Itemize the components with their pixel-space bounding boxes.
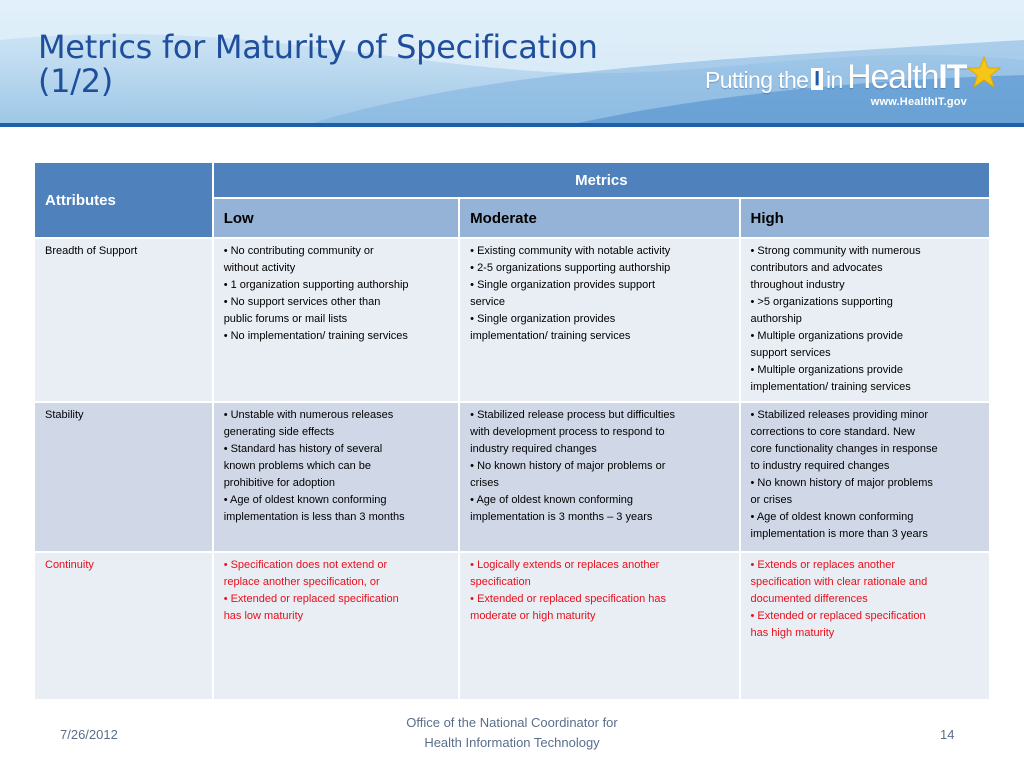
cell-breadth-low [214,239,458,401]
cell-continuity-moderate [460,553,738,699]
logo-text-in: in [825,67,843,93]
column-header-high: High [741,199,989,237]
cell-line: • Unstable with numerous releases [223,409,394,421]
row-label-breadth-of-support: Breadth of Support [35,239,212,401]
logo-text-i: I [811,68,823,90]
cell-line: replace another specification, or [223,576,380,588]
banner-bottom-line [0,123,1024,127]
cell-line: • Single organization provides [470,313,616,325]
cell-line: prohibitive for adoption [223,477,335,489]
logo-text-putting: Putting the [705,67,809,93]
cell-line: • Stabilized release process but difficulties [470,409,675,421]
cell-line: • Multiple organizations provide [750,364,903,376]
cell-line: • 2-5 organizations supporting authorship [470,262,671,274]
cell-line: has high maturity [750,627,835,639]
metrics-table [33,161,991,701]
cell-line: • No implementation/ training services [223,330,408,342]
cell-line: • Multiple organizations provide [750,330,903,342]
table-row-continuity [35,553,989,699]
cell-line: • No known history of major problems [750,477,933,489]
cell-line: • Extends or replaces another [750,559,896,571]
cell-line: specification [470,576,531,588]
cell-line: with development process to respond to [470,426,665,438]
cell-line: • Standard has history of several [223,443,383,455]
slide-title-line1: Metrics for Maturity of Specification [38,28,598,66]
cell-line: authorship [750,313,802,325]
cell-line: known problems which can be [223,460,372,472]
healthit-logo [705,52,1005,122]
cell-line: • Extended or replaced specification [223,593,399,605]
logo-text-health: Health [847,58,939,96]
column-header-low: Low [214,199,458,237]
footer-office-line1: Office of the National Coordinator for [406,715,618,730]
cell-line: core functionality changes in response [750,443,938,455]
cell-line: • No known history of major problems or [470,460,666,472]
cell-stability-moderate [460,403,738,551]
cell-line: • >5 organizations supporting [750,296,893,308]
cell-line: implementation/ training services [470,330,631,342]
table-row-stability [35,403,989,551]
cell-line: • Specification does not extend or [223,559,388,571]
cell-line: service [470,296,505,308]
cell-line: moderate or high maturity [470,610,596,622]
cell-continuity-high [741,553,989,699]
cell-line: crises [470,477,499,489]
cell-line: specification with clear rationale and [750,576,928,588]
cell-stability-low [214,403,458,551]
footer-office-line2: Health Information Technology [424,735,600,750]
table-header-row [35,163,989,197]
cell-line: support services [750,347,831,359]
cell-line: • No support services other than [223,296,381,308]
metrics-header: Metrics [214,163,989,197]
footer-office [362,713,662,753]
row-label-stability: Stability [35,403,212,551]
cell-line: • Existing community with notable activity [470,245,671,257]
cell-line: implementation is 3 months – 3 years [470,511,653,523]
cell-line: public forums or mail lists [223,313,348,325]
cell-line: • No contributing community or [223,245,374,257]
cell-line: • Age of oldest known conforming [470,494,633,506]
cell-line: • Extended or replaced specification has [470,593,667,605]
table-row-breadth-of-support [35,239,989,401]
footer-page-number: 14 [940,727,955,742]
cell-line: has low maturity [223,610,304,622]
slide-title [38,30,658,98]
cell-line: • 1 organization supporting authorship [223,279,409,291]
cell-stability-high [741,403,989,551]
cell-line: generating side effects [223,426,335,438]
footer-date: 7/26/2012 [60,727,118,742]
cell-breadth-high [741,239,989,401]
cell-line: industry required changes [470,443,597,455]
cell-line: implementation/ training services [750,381,911,393]
cell-continuity-low [214,553,458,699]
cell-line: without activity [223,262,296,274]
cell-line: • Extended or replaced specification [750,610,926,622]
cell-line: implementation is less than 3 months [223,511,405,523]
cell-line: documented differences [750,593,868,605]
cell-line: • Stabilized releases providing minor [750,409,929,421]
cell-breadth-moderate [460,239,738,401]
cell-line: throughout industry [750,279,845,291]
cell-line: implementation is more than 3 years [750,528,928,540]
slide-title-line2: (1/2) [38,62,113,100]
cell-line: • Single organization provides support [470,279,656,291]
logo-wordmark [705,58,966,97]
cell-line: • Age of oldest known conforming [750,511,914,523]
cell-line: • Strong community with numerous [750,245,921,257]
star-icon [967,56,1001,90]
cell-line: • Logically extends or replaces another [470,559,660,571]
cell-line: to industry required changes [750,460,890,472]
row-label-continuity: Continuity [35,553,212,699]
cell-line: contributors and advocates [750,262,883,274]
logo-text-it: IT [938,58,967,96]
attributes-header: Attributes [35,163,212,237]
cell-line: or crises [750,494,793,506]
cell-line: corrections to core standard. New [750,426,915,438]
cell-line: • Age of oldest known conforming [223,494,387,506]
column-header-moderate: Moderate [460,199,738,237]
logo-url: www.HealthIT.gov [870,96,967,108]
